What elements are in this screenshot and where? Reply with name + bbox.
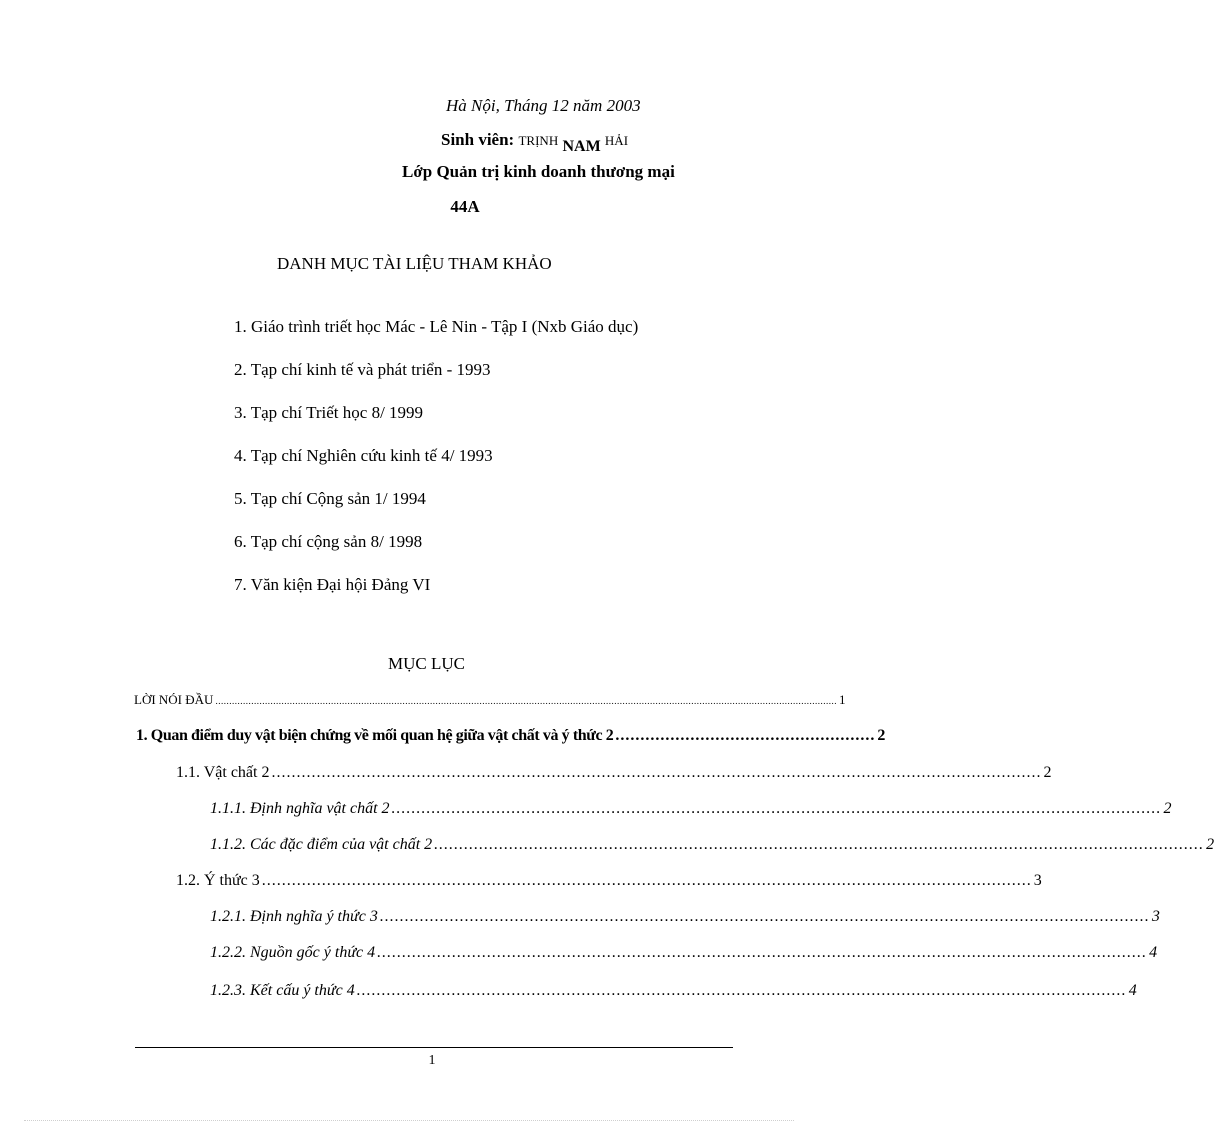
class-line: Lớp Quản trị kinh doanh thương mại xyxy=(402,162,675,181)
toc-entry-page: 3 xyxy=(1151,908,1160,925)
toc-leader-dots: .......................................................................................................................................................... xyxy=(261,872,1032,889)
footer-rule xyxy=(135,1047,733,1048)
toc-entry-text: LỜI NÓI ĐẦU xyxy=(134,692,214,707)
toc-entry-page: 2 xyxy=(1163,800,1172,817)
reference-item: 1. Giáo trình triết học Mác - Lê Nin - Tập I (Nxb Giáo dục) xyxy=(234,317,639,336)
toc-entry[interactable] xyxy=(210,982,1137,1000)
toc-leader-dots: .................................................... xyxy=(615,727,876,744)
toc-entry-page: 2 xyxy=(877,727,885,744)
toc-entry-text: 1.2.2. Nguồn gốc ý thức 4 xyxy=(210,944,376,961)
toc-entry-page: 2 xyxy=(1206,836,1214,853)
toc-entry-page: 1 xyxy=(838,692,846,707)
toc-entry[interactable] xyxy=(210,800,1172,818)
student-last-name: HẢI xyxy=(604,133,629,148)
toc-leader-dots: .......................................................................................................................................................... xyxy=(434,836,1205,853)
toc-entry-page: 2 xyxy=(1043,764,1052,781)
toc-leader-dots: .................................................................................................................................................................................................................................. xyxy=(215,696,837,706)
toc-entry-page: 4 xyxy=(1149,944,1158,961)
student-middle-name: NAM xyxy=(562,138,601,155)
toc-entry-page: 4 xyxy=(1128,982,1137,999)
toc-leader-dots: .......................................................................................................................................................... xyxy=(356,982,1127,999)
toc-entry-text: 1.2.1. Định nghĩa ý thức 3 xyxy=(210,908,378,925)
toc-leader-dots: .......................................................................................................................................................... xyxy=(379,908,1150,925)
toc-entry[interactable] xyxy=(134,692,846,708)
toc-entry[interactable] xyxy=(136,727,885,745)
reference-item: 3. Tạp chí Triết học 8/ 1999 xyxy=(234,403,424,422)
toc-entry-text: 1.2.3. Kết cấu ý thức 4 xyxy=(210,982,355,999)
reference-item: 6. Tạp chí cộng sản 8/ 1998 xyxy=(234,532,423,551)
toc-entry[interactable] xyxy=(176,872,1042,890)
class-number: 44A xyxy=(450,197,480,216)
student-label: Sinh viên: xyxy=(441,130,515,149)
student-name xyxy=(441,130,629,155)
toc-entry[interactable] xyxy=(210,944,1158,962)
reference-item: 2. Tạp chí kinh tế và phát triển - 1993 xyxy=(234,360,491,379)
page-number: 1 xyxy=(428,1053,436,1068)
toc-entry[interactable] xyxy=(176,764,1052,782)
toc-entry-text: 1.1.1. Định nghĩa vật chất 2 xyxy=(210,800,390,817)
toc-entry-page: 3 xyxy=(1033,872,1042,889)
toc-leader-dots: .......................................................................................................................................................... xyxy=(391,800,1162,817)
references-title: DANH MỤC TÀI LIỆU THAM KHẢO xyxy=(277,254,552,273)
toc-leader-dots: .......................................................................................................................................................... xyxy=(271,764,1042,781)
toc-entry-text: 1.1. Vật chất 2 xyxy=(176,764,270,781)
toc-entry[interactable] xyxy=(210,908,1160,926)
reference-item: 5. Tạp chí Cộng sản 1/ 1994 xyxy=(234,489,426,508)
document-date: Hà Nội, Tháng 12 năm 2003 xyxy=(446,96,641,115)
page-bottom-border xyxy=(24,1120,794,1121)
toc-title: MỤC LỤC xyxy=(388,654,465,673)
reference-item: 7. Văn kiện Đại hội Đảng VI xyxy=(234,575,431,594)
toc-entry-text: 1. Quan điểm duy vật biện chứng về mối quan hệ giữa vật chất và ý thức 2 xyxy=(136,727,614,744)
toc-leader-dots: .......................................................................................................................................................... xyxy=(377,944,1148,961)
toc-entry-text: 1.2. Ý thức 3 xyxy=(176,872,260,889)
reference-item: 4. Tạp chí Nghiên cứu kinh tế 4/ 1993 xyxy=(234,446,493,465)
toc-entry[interactable] xyxy=(210,836,1214,854)
student-first-name: TRỊNH xyxy=(518,133,559,148)
toc-entry-text: 1.1.2. Các đặc điểm của vật chất 2 xyxy=(210,836,433,853)
